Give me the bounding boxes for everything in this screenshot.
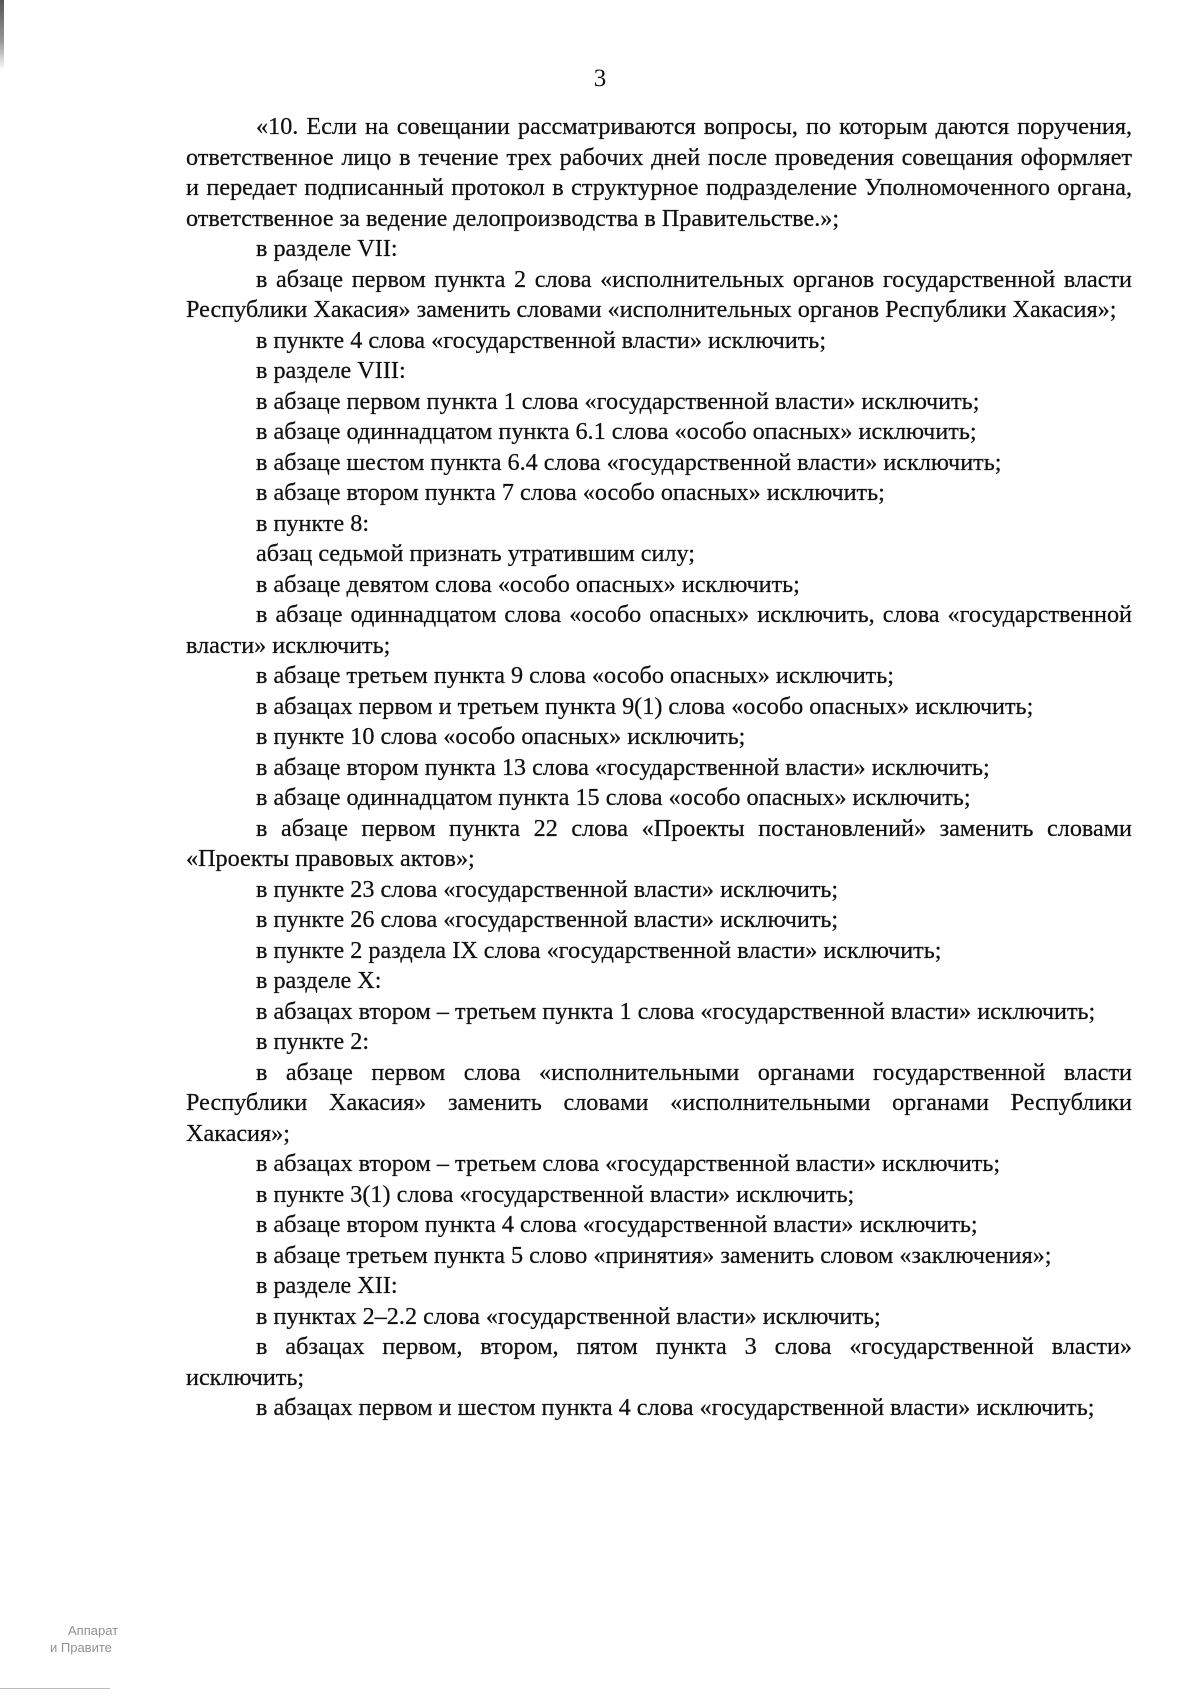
paragraph: в абзаце втором пункта 13 слова «государственной власти» исключить; <box>256 753 990 781</box>
paragraph: в абзаце третьем пункта 9 слова «особо опасных» исключить; <box>256 662 894 689</box>
paragraph: в абзаце первом пункта 22 слова «Проекты постановлений» заменить словами «Проекты правовых актов»; <box>186 814 1132 872</box>
footer-stamp <box>50 1622 118 1656</box>
paragraph: в пункте 4 слова «государственной власти» исключить; <box>256 326 827 354</box>
paragraph: в пункте 10 слова «особо опасных» исключить; <box>256 723 746 750</box>
document-body <box>186 112 1132 1424</box>
scan-edge-mark <box>0 1688 110 1689</box>
footer-stamp-line: и Правите <box>50 1640 112 1655</box>
paragraph: в пункте 23 слова «государственной власти» исключить; <box>256 875 839 903</box>
paragraph: в абзаце одиннадцатом пункта 15 слова «особо опасных» исключить; <box>256 784 971 811</box>
paragraph: в абзацах втором – третьем слова «государственной власти» исключить; <box>256 1150 1001 1177</box>
paragraph: в абзацах первом, втором, пятом пункта 3 слова «государственной власти» исключить; <box>186 1333 1132 1391</box>
paragraph: в абзацах первом и третьем пункта 9(1) слова «особо опасных» исключить; <box>256 692 1034 720</box>
paragraph: в пунктах 2–2.2 слова «государственной власти» исключить; <box>256 1302 881 1330</box>
paragraph-section-xii: в разделе XII: <box>256 1272 398 1299</box>
paragraph: в абзаце первом пункта 1 слова «государственной власти» исключить; <box>256 387 980 415</box>
paragraph-section-viii: в разделе VIII: <box>256 357 406 384</box>
paragraph: в абзаце одиннадцатом слова «особо опасных» исключить, слова «государственной власти» исключить; <box>186 601 1132 659</box>
scan-edge-mark <box>0 0 4 70</box>
paragraph-section-vii: в разделе VII: <box>256 235 398 262</box>
paragraph-section-x: в разделе X: <box>256 967 382 994</box>
paragraph: в абзаце девятом слова «особо опасных» исключить; <box>256 570 800 598</box>
paragraph: в пункте 2 раздела IX слова «государственной власти» исключить; <box>256 936 942 964</box>
paragraph: в абзаце шестом пункта 6.4 слова «государственной власти» исключить; <box>256 448 1002 476</box>
paragraph: в абзаце втором пункта 4 слова «государственной власти» исключить; <box>256 1211 978 1238</box>
paragraph-item-10: «10. Если на совещании рассматриваются вопросы, по которым даются поручения, ответственное лицо в течение трех рабочих дней после проведения совещания оформляет и передает подписанный протокол в структурное подразделение Уполномоченного органа, ответственное за ведение делопроизводства в Правительстве.»; <box>186 113 1132 232</box>
paragraph: в абзацах первом и шестом пункта 4 слова «государственной власти» исключить; <box>256 1394 1095 1421</box>
paragraph: в пункте 3(1) слова «государственной власти» исключить; <box>256 1180 855 1208</box>
paragraph: в абзаце третьем пункта 5 слово «принятия» заменить словом «заключения»; <box>256 1241 1052 1269</box>
paragraph: в абзаце одиннадцатом пункта 6.1 слова «особо опасных» исключить; <box>256 418 977 445</box>
paragraph: в пункте 26 слова «государственной власти» исключить; <box>256 906 839 933</box>
paragraph: в абзацах втором – третьем пункта 1 слова «государственной власти» исключить; <box>256 997 1096 1025</box>
paragraph-point-2: в пункте 2: <box>256 1028 370 1055</box>
paragraph-point-8: в пункте 8: <box>256 509 370 537</box>
paragraph: в абзаце первом пункта 2 слова «исполнительных органов государственной власти Республики Хакасия» заменить словами «исполнительных органов Республики Хакасия»; <box>186 265 1132 323</box>
page-number: 3 <box>593 65 607 92</box>
paragraph: в абзаце втором пункта 7 слова «особо опасных» исключить; <box>256 479 885 506</box>
paragraph: в абзаце первом слова «исполнительными органами государственной власти Республики Хакасия» заменить словами «исполнительными органами Республики Хакасия»; <box>186 1058 1132 1147</box>
paragraph: абзац седьмой признать утратившим силу; <box>256 540 696 567</box>
footer-stamp-line: Аппарат <box>68 1623 119 1638</box>
